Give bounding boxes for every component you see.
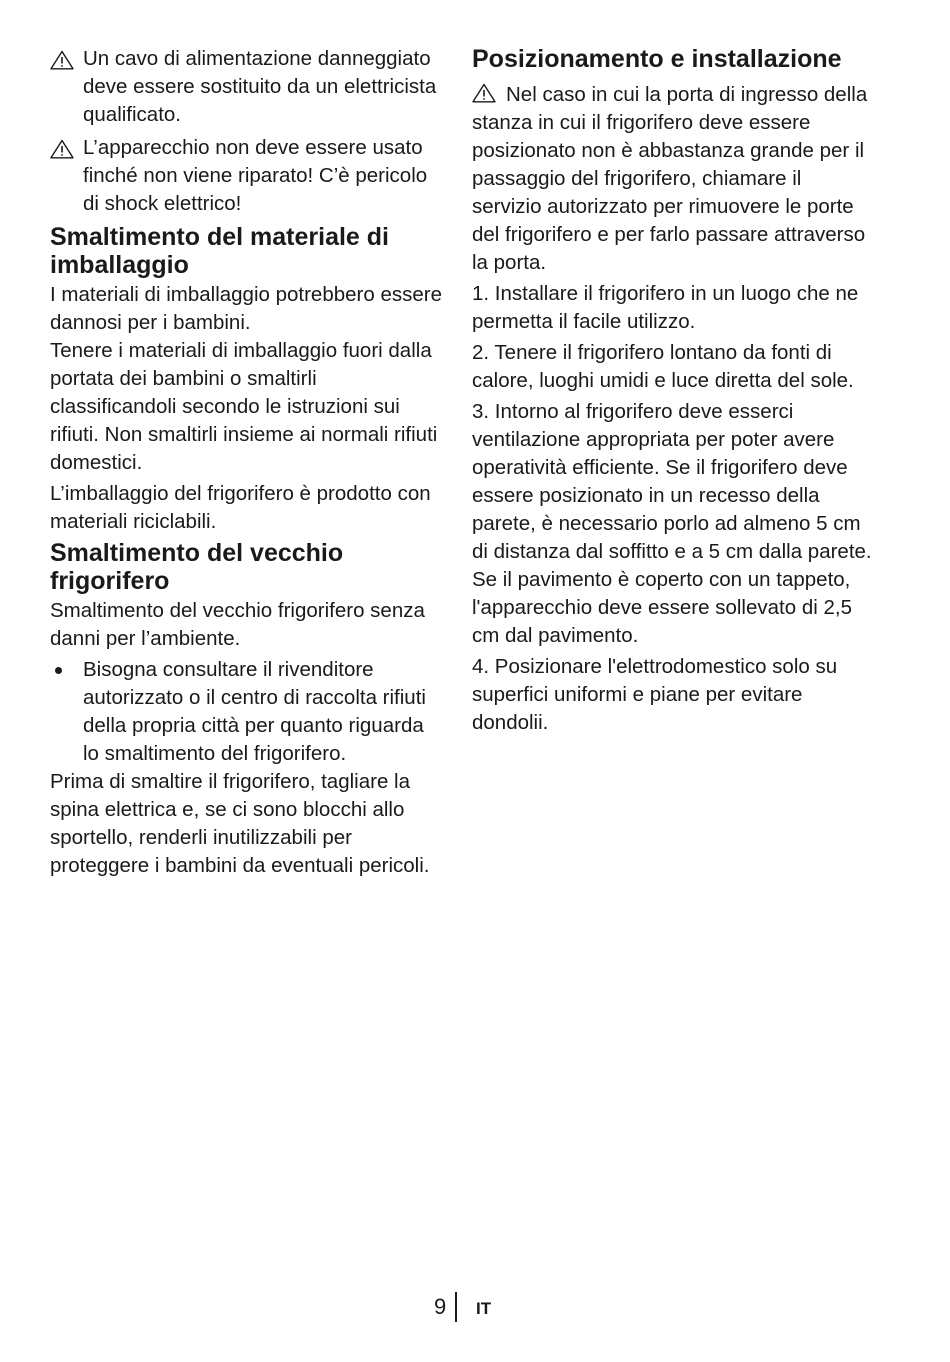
list-item: 4. Posizionare l'elettrodomestico solo su superfici uniformi e piane per evitare dondolii.	[472, 655, 838, 734]
warning-text: Nel caso in cui la porta di ingresso della stanza in cui il frigorifero deve essere posizionato non è abbastanza grande per il passaggio del frigorifero, chiamare il servizio autorizzato per rimuovere le porte del frigorifero e per farlo passare attraverso la porta.	[472, 83, 868, 274]
list-item: 1. Installare il frigorifero in un luogo che ne permetta il facile utilizzo.	[472, 282, 859, 333]
warning-shock	[50, 134, 445, 218]
heading-old-fridge-disposal: Smaltimento del vecchio frigorifero	[50, 539, 344, 595]
language-code: IT	[476, 1299, 492, 1318]
warning-power-cable	[50, 45, 445, 129]
packaging-paragraph-2: Tenere i materiali di imballaggio fuori dalla portata dei bambini o smaltirli classificandoli secondo le istruzioni sui rifiuti. Non smaltirli insieme ai normali rifiuti domestici.	[50, 339, 438, 474]
page-footer	[0, 1292, 950, 1322]
heading-packaging-disposal: Smaltimento del materiale di imballaggio	[50, 223, 389, 279]
bullet-icon	[55, 667, 62, 674]
packaging-paragraph-3: L’imballaggio del frigorifero è prodotto con materiali riciclabili.	[50, 482, 431, 533]
warning-text: L’apparecchio non deve essere usato finché non viene riparato! C’è pericolo di shock elettrico!	[83, 136, 428, 215]
warning-triangle-icon	[50, 139, 74, 159]
old-fridge-paragraph-1: Smaltimento del vecchio frigorifero senza danni per l’ambiente.	[50, 599, 425, 650]
footer-divider	[455, 1292, 457, 1322]
packaging-paragraph-1: I materiali di imballaggio potrebbero essere dannosi per i bambini.	[50, 283, 442, 334]
right-column	[472, 45, 872, 740]
warning-triangle-icon	[50, 50, 74, 70]
page-number: 9	[434, 1294, 447, 1319]
heading-positioning-installation: Posizionamento e installazione	[472, 45, 842, 73]
warning-triangle-icon	[472, 83, 496, 103]
left-column	[50, 45, 445, 883]
list-item	[50, 656, 445, 768]
old-fridge-paragraph-2: Prima di smaltire il frigorifero, tagliare la spina elettrica e, se ci sono blocchi allo sportello, renderli inutilizzabili per proteggere i bambini da eventuali pericoli.	[50, 770, 430, 877]
warning-text: Un cavo di alimentazione danneggiato deve essere sostituito da un elettricista qualificato.	[83, 47, 437, 126]
bullet-text: Bisogna consultare il rivenditore autorizzato o il centro di raccolta rifiuti della propria città per quanto riguarda lo smaltimento del frigorifero.	[83, 658, 426, 765]
list-item: 2. Tenere il frigorifero lontano da fonti di calore, luoghi umidi e luce diretta del sole.	[472, 341, 854, 392]
warning-door-size	[472, 81, 872, 277]
list-item: 3. Intorno al frigorifero deve esserci ventilazione appropriata per poter avere operatività efficiente. Se il frigorifero deve essere posizionato in un recesso della parete, è necessario porlo ad almeno 5 cm di distanza dal soffitto e a 5 cm dalla parete. Se il pavimento è coperto con un tappeto, l'apparecchio deve essere sollevato di 2,5 cm dal pavimento.	[472, 400, 872, 647]
